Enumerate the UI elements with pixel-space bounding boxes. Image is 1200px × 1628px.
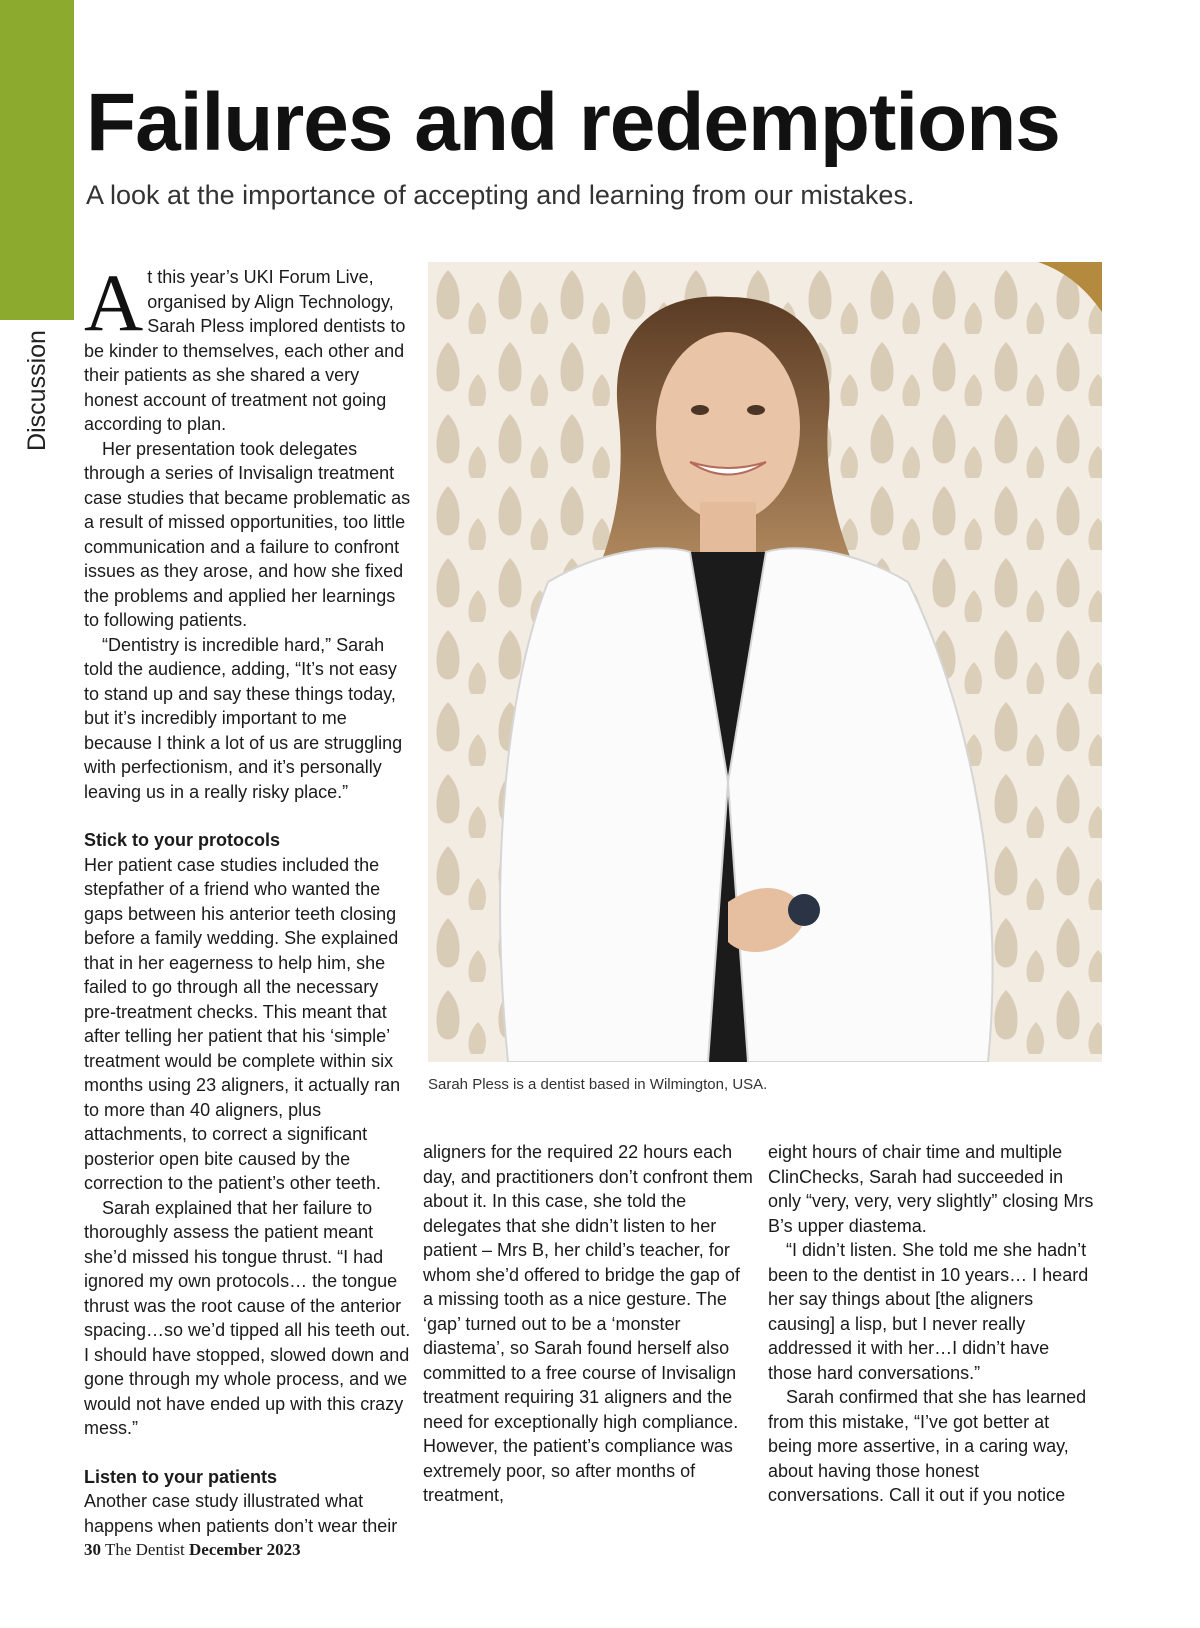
paragraph: “Dentistry is incredible hard,” Sarah told the audience, adding, “It’s not easy to stand up and say these things today, but it’s incredibly important to me because I think a lot of us are struggling with perfectionism, and it’s personally leaving us in a really risky place.” bbox=[84, 634, 403, 802]
intro-text: t this year’s UKI Forum Live, organised by Align Technology, Sarah Pless implored dentists to be kinder to themselves, each other and their patients as she shared a very honest account of treatment not going according to plan. bbox=[84, 267, 406, 434]
paragraph: Her presentation took delegates through a series of Invisalign treatment case studies that became problematic as a result of missed opportunities, too little communication and a failure to confront issues as they arose, and how she fixed the problems and applied her learnings to following patients. bbox=[84, 438, 411, 630]
article-column-1 bbox=[84, 257, 414, 1538]
issue-date: December 2023 bbox=[189, 1540, 301, 1559]
dropcap: A bbox=[84, 257, 144, 348]
paragraph: Sarah confirmed that she has learned from this mistake, “I’ve got better at being more assertive, in a caring way, about having those honest conversations. Call it out if you notice bbox=[768, 1387, 1087, 1505]
page-title: Failures and redemptions bbox=[86, 77, 1060, 168]
page-footer bbox=[84, 1540, 301, 1560]
page-subtitle: A look at the importance of accepting and learning from our mistakes. bbox=[86, 180, 915, 210]
section-tab bbox=[20, 325, 54, 455]
article-column-3 bbox=[768, 1140, 1098, 1508]
paragraph: eight hours of chair time and multiple ClinChecks, Sarah had succeeded in only “very, very, very slightly” closing Mrs B’s upper diastema. bbox=[768, 1142, 1094, 1236]
section-label: Discussion bbox=[22, 329, 51, 451]
paragraph: Another case study illustrated what happens when patients don’t wear their bbox=[84, 1491, 398, 1536]
paragraph: “I didn’t listen. She told me she hadn’t been to the dentist in 10 years… I heard her say things about [the aligners causing] a lisp, but I never really addressed it with her…I didn’t have those hard conversations.” bbox=[768, 1240, 1089, 1383]
paragraph: Her patient case studies included the stepfather of a friend who wanted the gaps between his anterior teeth closing before a family wedding. She explained that in her eagerness to help him, she failed to go through all the necessary pre-treatment checks. This meant that after telling her patient that his ‘simple’ treatment would be complete within six months using 23 aligners, it actually ran to more than 40 aligners, plus attachments, to correct a significant posterior open bite caused by the correction to the patient’s other teeth. bbox=[84, 854, 401, 1193]
paragraph: Sarah explained that her failure to thoroughly assess the patient meant she’d missed his tongue thrust. “I had ignored my own protocols… the tongue thrust was the root cause of the anterior spacing…so we’d tipped all his teeth out. I should have stopped, slowed down and gone through my whole process, and we would not have ended up with this crazy mess.” bbox=[84, 1197, 411, 1438]
page-number: 30 bbox=[84, 1540, 101, 1559]
section-color-bar bbox=[0, 0, 74, 320]
subheading-patients: Listen to your patients bbox=[84, 1466, 278, 1487]
paragraph: aligners for the required 22 hours each day, and practitioners don’t confront them about it. In this case, she told the delegates that she didn’t listen to her patient – Mrs B, her child’s teacher, for whom she’d offered to bridge the gap of a missing tooth as a nice gesture. The ‘gap’ turned out to be a ‘monster diastema’, so Sarah found herself also committed to a free course of Invisalign treatment requiring 31 aligners and the need for exceptionally high compliance. However, the patient’s compliance was extremely poor, so after months of treatment, bbox=[423, 1142, 753, 1505]
article-column-2 bbox=[423, 1140, 753, 1508]
article-photo bbox=[428, 262, 1102, 1062]
publication-name: The Dentist bbox=[104, 1540, 185, 1559]
intro-paragraph bbox=[84, 257, 414, 437]
subheading-protocols: Stick to your protocols bbox=[84, 830, 281, 850]
photo-caption: Sarah Pless is a dentist based in Wilmington, USA. bbox=[428, 1076, 768, 1093]
portrait-illustration bbox=[428, 262, 1102, 1062]
